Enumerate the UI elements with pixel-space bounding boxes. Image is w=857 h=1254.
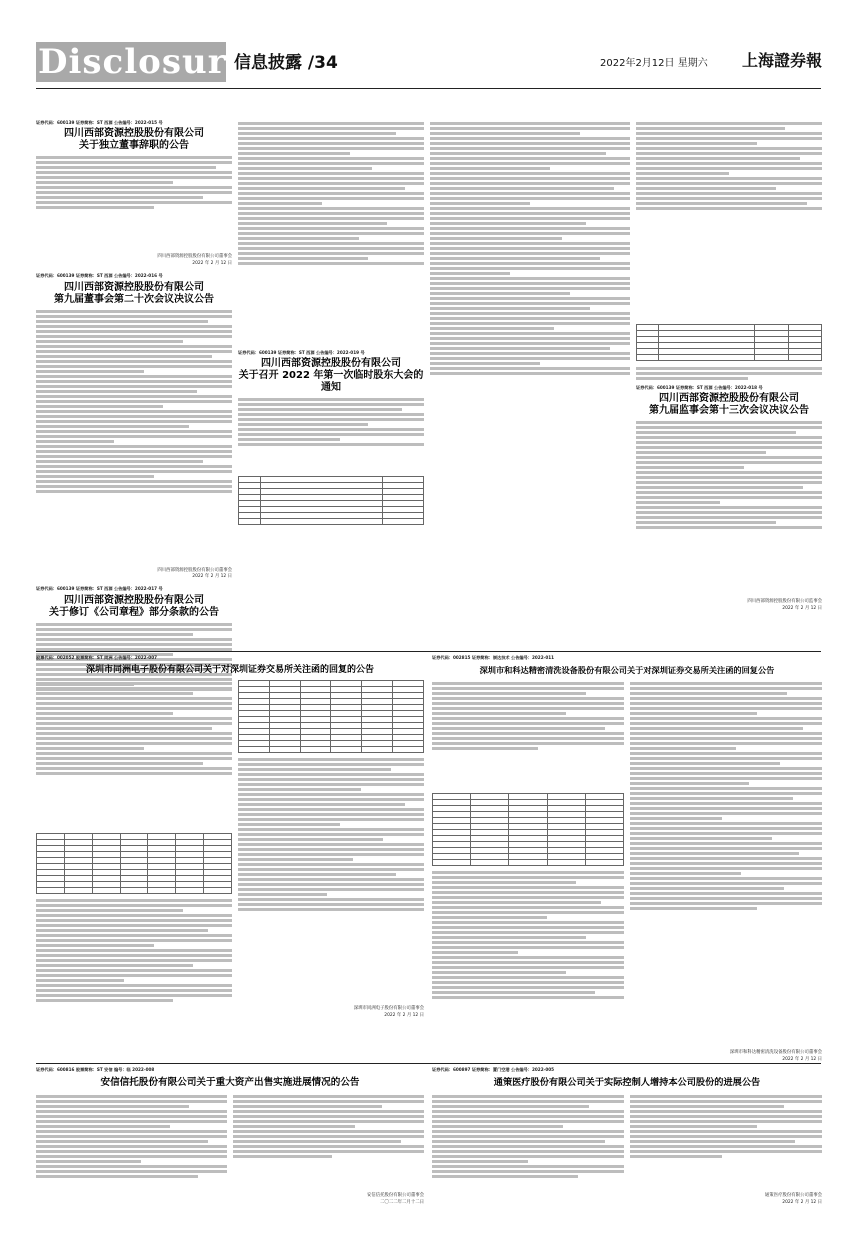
vote-table — [636, 324, 822, 361]
article-title: 四川西部资源控股股份有限公司 关于修订《公司章程》部分条款的公告 — [49, 594, 219, 618]
section-title: 信息披露 /34 — [234, 53, 338, 73]
article-title: 深圳市同洲电子股份有限公司关于对深圳证券交易所关注函的回复的公告 — [85, 665, 374, 676]
masthead-rule — [36, 88, 821, 89]
column-right-middle — [430, 120, 630, 500]
article-body — [36, 680, 232, 830]
article-body — [636, 419, 822, 599]
column-left — [36, 120, 232, 731]
article-signature: 深圳市和科达精密清洗设备股份有限公司董事会 2022 年 2 月 12 日 — [729, 1050, 822, 1062]
proposal-table — [238, 476, 424, 525]
disclosure-logo: Disclosure — [38, 42, 250, 82]
article-body — [36, 308, 232, 568]
article-body — [238, 396, 424, 476]
article-signature: 四川西部资源控股股份有限公司监事会 2022 年 2 月 12 日 — [747, 599, 822, 611]
article-signature: 通策医疗股份有限公司董事会 2022 年 2 月 12 日 — [764, 1193, 822, 1205]
article-signature: 四川西部资源控股股份有限公司董事会 2022 年 2 月 12 日 — [157, 254, 232, 266]
article-body-continued — [636, 120, 822, 320]
article-title: 通策医疗股份有限公司关于实际控制人增持本公司股份的进展公告 — [493, 1077, 761, 1089]
article-body — [630, 680, 822, 1050]
article-code: 证券代码：600139 证券简称：ST 西源 公告编号：2022-019 号 — [238, 350, 365, 355]
section-divider — [36, 1063, 821, 1064]
article-code: 证券代码：600139 证券简称：ST 西源 公告编号：2022-017 号 — [36, 586, 163, 592]
article-6 — [36, 655, 424, 1067]
section-divider — [36, 651, 821, 652]
article-title: 四川西部资源控股股份有限公司 关于独立董事辞职的公告 — [64, 128, 204, 152]
financial-table — [36, 833, 232, 894]
article-code: 证券代码：600139 证券简称：ST 西源 公告编号：2022-015 号 — [36, 120, 163, 125]
article-9 — [432, 1067, 822, 1213]
newspaper-name: 上海證券報 — [742, 51, 823, 70]
article-body — [238, 756, 424, 1006]
article-body — [36, 1093, 227, 1213]
article-signature: 深圳市同洲电子股份有限公司董事会 2022 年 2 月 12 日 — [353, 1006, 424, 1018]
revenue-table — [238, 680, 424, 753]
masthead — [0, 0, 857, 105]
article-7 — [432, 655, 822, 1079]
article-code: 证券代码：600139 证券简称：ST 西源 公告编号：2022-016 号 — [36, 273, 163, 279]
article-body-continued — [238, 120, 424, 340]
article-8 — [36, 1067, 424, 1213]
data-table — [432, 793, 624, 866]
column-right — [636, 120, 822, 395]
article-title: 深圳市和科达精密清洗设备股份有限公司关于对深圳证券交易所关注函的回复公告 — [479, 665, 775, 676]
article-title: 安信信托股份有限公司关于重大资产出售实施进展情况的公告 — [100, 1077, 360, 1089]
column-middle-upper — [238, 120, 424, 340]
article-code: 证券代码：600139 证券简称：ST 西源 公告编号：2022-018 号 — [636, 385, 763, 390]
article-title: 四川西部资源控股股份有限公司 第九届监事会第十三次会议决议公告 — [649, 393, 809, 417]
article-body — [432, 680, 624, 790]
article-body — [36, 154, 232, 254]
article-code: 证券代码：600897 证券简称：厦门空港 公告编号：2022-005 — [432, 1067, 555, 1072]
article-5 — [636, 385, 822, 612]
article-title: 四川西部资源控股股份有限公司 关于召开 2022 年第一次临时股东大会的通知 — [238, 358, 424, 394]
article-code: 股票代码：002052 股票简称：ST 同洲 公告编号：2022-007 — [36, 655, 158, 660]
article-body — [630, 1093, 822, 1193]
article-signature: 四川西部资源控股股份有限公司董事会 2022 年 2 月 12 日 — [157, 567, 232, 580]
article-body — [36, 897, 232, 1067]
article-body — [432, 1093, 624, 1213]
article-code: 证券代码：600816 股票简称：ST 安信 编号：临 2022-008 — [36, 1067, 155, 1072]
article-4 — [238, 350, 424, 525]
article-body-continued — [430, 120, 630, 500]
article-body — [233, 1093, 424, 1193]
article-signature: 安信信托股份有限公司董事会 二〇二二年二月十二日 — [366, 1193, 424, 1205]
article-body — [432, 869, 624, 1079]
article-title: 四川西部资源控股股份有限公司 第九届董事会第二十次会议决议公告 — [54, 281, 214, 305]
article-code: 证券代码：002815 证券简称：崇达技术 公告编号：2022-011 — [432, 655, 555, 660]
issue-date: 2022年2月12日 星期六 — [600, 58, 708, 69]
